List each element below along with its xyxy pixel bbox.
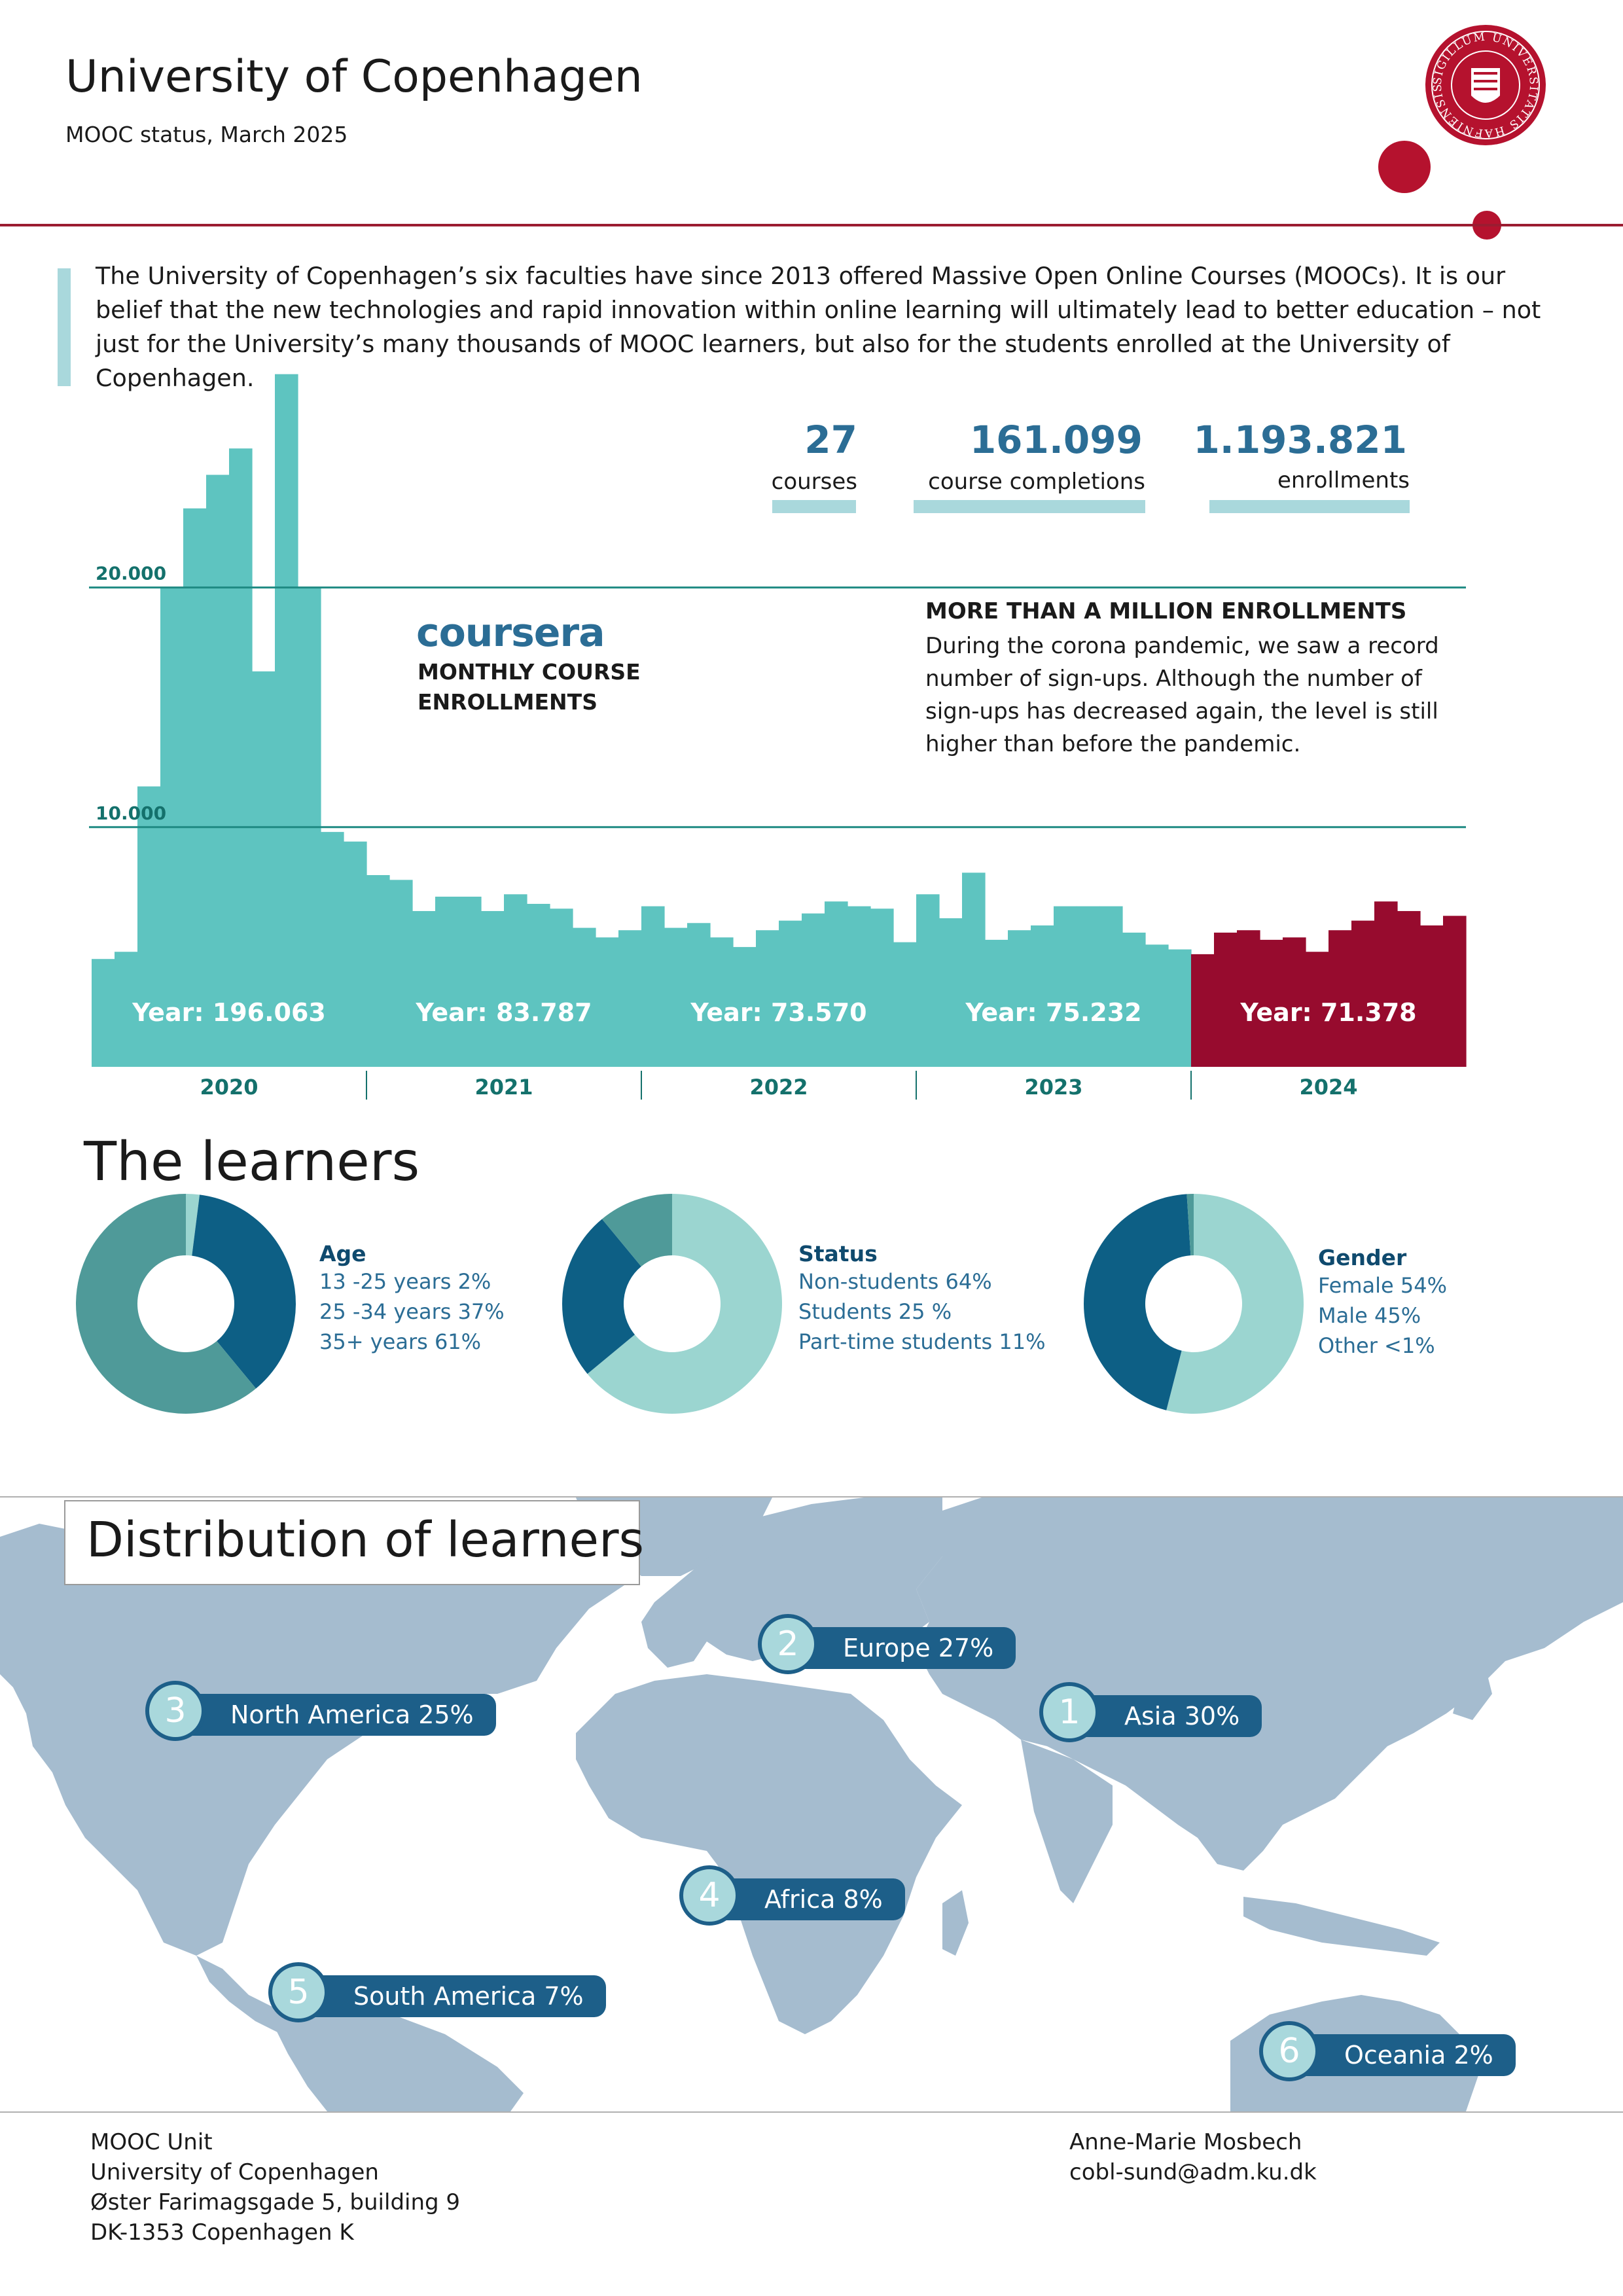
enrollment-bar: [1145, 944, 1169, 1067]
enrollment-bar: [962, 872, 986, 1067]
donut-slice: [1084, 1194, 1190, 1410]
gender-item: Other <1%: [1318, 1333, 1435, 1358]
enrollment-bar: [344, 842, 367, 1067]
enrollment-bar: [550, 908, 573, 1067]
enrollment-bar: [618, 930, 642, 1067]
enrollment-bar: [916, 894, 940, 1067]
gender-title: Gender: [1318, 1245, 1407, 1270]
enrollment-bar: [939, 918, 963, 1067]
north-america-shape: [0, 1524, 654, 1956]
enrollment-bar: [870, 908, 894, 1067]
year-total-label: Year: 196.063: [132, 998, 326, 1027]
stat-courses-underline: [772, 500, 856, 513]
stat-completions-underline: [914, 500, 1145, 513]
enrollment-bar: [183, 509, 207, 1067]
region-rank-badge: 2: [758, 1614, 818, 1674]
region-rank-badge: 1: [1039, 1682, 1099, 1742]
age-item: 13 -25 years 2%: [319, 1269, 491, 1294]
enrollment-bar: [573, 928, 596, 1067]
enrollment-bar: [1374, 901, 1398, 1067]
footer-address-line: DK-1353 Copenhagen K: [90, 2219, 354, 2246]
y-tick-label: 20.000: [96, 562, 167, 584]
region-rank-badge: 5: [268, 1962, 329, 2022]
x-tick-label: 2020: [200, 1075, 259, 1100]
stat-enrollments-label: enrollments: [1277, 467, 1410, 493]
gender-legend: [1318, 1245, 1447, 1361]
region-rank-badge: 3: [145, 1681, 205, 1741]
region-rank-badge: 6: [1259, 2021, 1319, 2081]
year-total-label: Year: 73.570: [690, 998, 867, 1027]
enrollment-bar: [1054, 906, 1077, 1067]
enrollment-bar: [1443, 916, 1467, 1067]
enrollment-bar: [1191, 954, 1215, 1067]
footer-address-line: University of Copenhagen: [90, 2159, 379, 2185]
indonesia-shape: [1243, 1897, 1440, 1956]
year-total-label: Year: 83.787: [416, 998, 592, 1027]
y-tick-label: 10.000: [96, 802, 167, 824]
enrollment-bar: [847, 906, 871, 1067]
footer-address: [90, 2127, 460, 2248]
enrollment-bar: [435, 897, 459, 1067]
stat-courses-value: 27: [804, 418, 857, 462]
africa-shape: [576, 1674, 962, 2034]
region-label: North America 25%: [174, 1694, 496, 1736]
x-tick-label: 2022: [749, 1075, 808, 1100]
enrollment-bar: [641, 906, 665, 1067]
contact-name: Anne-Marie Mosbech: [1069, 2129, 1302, 2155]
stat-enrollments-underline: [1209, 500, 1410, 513]
world-map: [0, 1498, 1623, 2111]
enrollment-bar: [802, 914, 825, 1067]
intro-text: The University of Copenhagen’s six faculties have since 2013 offered Massive Open Online Courses (MOOCs). It is our belief that the new technologies and rapid innovation within online learning will ultimately lead to better education – not just for the University’s many thousands of MOOC learners, but also for the students enrolled at the University of Copenhagen.: [96, 262, 1541, 392]
enrollment-bar: [504, 894, 527, 1067]
status-item: Students 25 %: [798, 1299, 952, 1324]
distribution-heading: Distribution of learners: [86, 1512, 645, 1568]
enrollment-bar: [481, 911, 505, 1067]
year-total-label: Year: 71.378: [1240, 998, 1417, 1027]
enrollment-bar: [1031, 925, 1054, 1067]
age-item: 35+ years 61%: [319, 1329, 482, 1354]
footer-address-line: MOOC Unit: [90, 2129, 213, 2155]
enrollment-chart: [0, 0, 1623, 1126]
enrollment-bar: [389, 880, 413, 1067]
enrollment-bar: [1397, 911, 1421, 1067]
x-tick-label: 2024: [1299, 1075, 1358, 1100]
enrollment-bar: [229, 448, 253, 1067]
enrollment-bar: [92, 959, 115, 1067]
annotation-text: During the corona pandemic, we saw a record number of sign-ups. Although the number of sign-ups has decreased again, the level is still higher than before the pandemic.: [925, 633, 1439, 757]
asia-shape: [903, 1498, 1623, 1871]
page-subtitle: MOOC status, March 2025: [65, 122, 348, 147]
enrollment-bar: [1077, 906, 1100, 1067]
status-item: Part-time students 11%: [798, 1329, 1046, 1354]
region-rank-badge: 4: [679, 1865, 740, 1926]
status-title: Status: [798, 1241, 878, 1266]
map-bottom-rule: [0, 2111, 1623, 2113]
enrollment-bar: [1168, 950, 1192, 1067]
stat-enrollments-value: 1.193.821: [1193, 418, 1407, 462]
enrollment-bar: [275, 374, 298, 1067]
chart-subtitle: MONTHLY COURSE ENROLLMENTS: [418, 659, 641, 715]
age-legend: [319, 1241, 505, 1357]
stat-completions-label: course completions: [928, 469, 1145, 495]
enrollment-bar: [1099, 906, 1123, 1067]
year-total-label: Year: 75.232: [965, 998, 1142, 1027]
seal-text: SIGILLUM UNIVERSITATIS HAFNIENSIS: [1431, 30, 1541, 140]
enrollment-bar: [596, 937, 619, 1067]
enrollment-bar: [1214, 933, 1238, 1067]
enrollment-bar: [366, 875, 390, 1067]
page-title: University of Copenhagen: [65, 51, 643, 103]
contact-email[interactable]: cobl-sund@adm.ku.dk: [1069, 2159, 1317, 2185]
region-label: Asia 30%: [1068, 1695, 1262, 1737]
x-tick-label: 2021: [474, 1075, 533, 1100]
x-tick-label: 2023: [1024, 1075, 1083, 1100]
enrollment-bar: [206, 475, 230, 1067]
learners-heading: The learners: [84, 1131, 420, 1193]
stat-completions-value: 161.099: [969, 418, 1143, 462]
status-legend: [798, 1241, 1045, 1357]
gender-item: Male 45%: [1318, 1303, 1421, 1328]
age-item: 25 -34 years 37%: [319, 1299, 505, 1324]
land-masses: [0, 1498, 1623, 2111]
footer-contact: [1069, 2127, 1317, 2187]
enrollment-bar: [527, 904, 550, 1067]
age-title: Age: [319, 1241, 366, 1266]
enrollment-bar: [893, 942, 917, 1067]
enrollment-bar: [1351, 921, 1375, 1067]
enrollment-bar: [664, 928, 688, 1067]
enrollment-bar: [412, 911, 436, 1067]
region-label: Africa 8%: [708, 1878, 905, 1920]
enrollment-bar: [458, 897, 482, 1067]
enrollment-bar: [321, 832, 344, 1067]
annotation-title: MORE THAN A MILLION ENROLLMENTS: [925, 598, 1407, 624]
region-label: Oceania 2%: [1288, 2034, 1516, 2076]
enrollment-bar: [825, 901, 848, 1067]
footer-address-line: Øster Farimagsgade 5, building 9: [90, 2189, 461, 2215]
stat-courses-label: courses: [771, 469, 857, 495]
region-label: Europe 27%: [787, 1627, 1016, 1669]
enrollment-bar: [1420, 925, 1444, 1067]
enrollment-bar: [779, 921, 802, 1067]
coursera-logo: coursera: [416, 610, 605, 656]
gender-item: Female 54%: [1318, 1273, 1447, 1298]
enrollment-bar: [687, 923, 711, 1067]
region-label: South America 7%: [297, 1975, 606, 2017]
status-item: Non-students 64%: [798, 1269, 992, 1294]
madagascar-shape: [942, 1890, 969, 1956]
